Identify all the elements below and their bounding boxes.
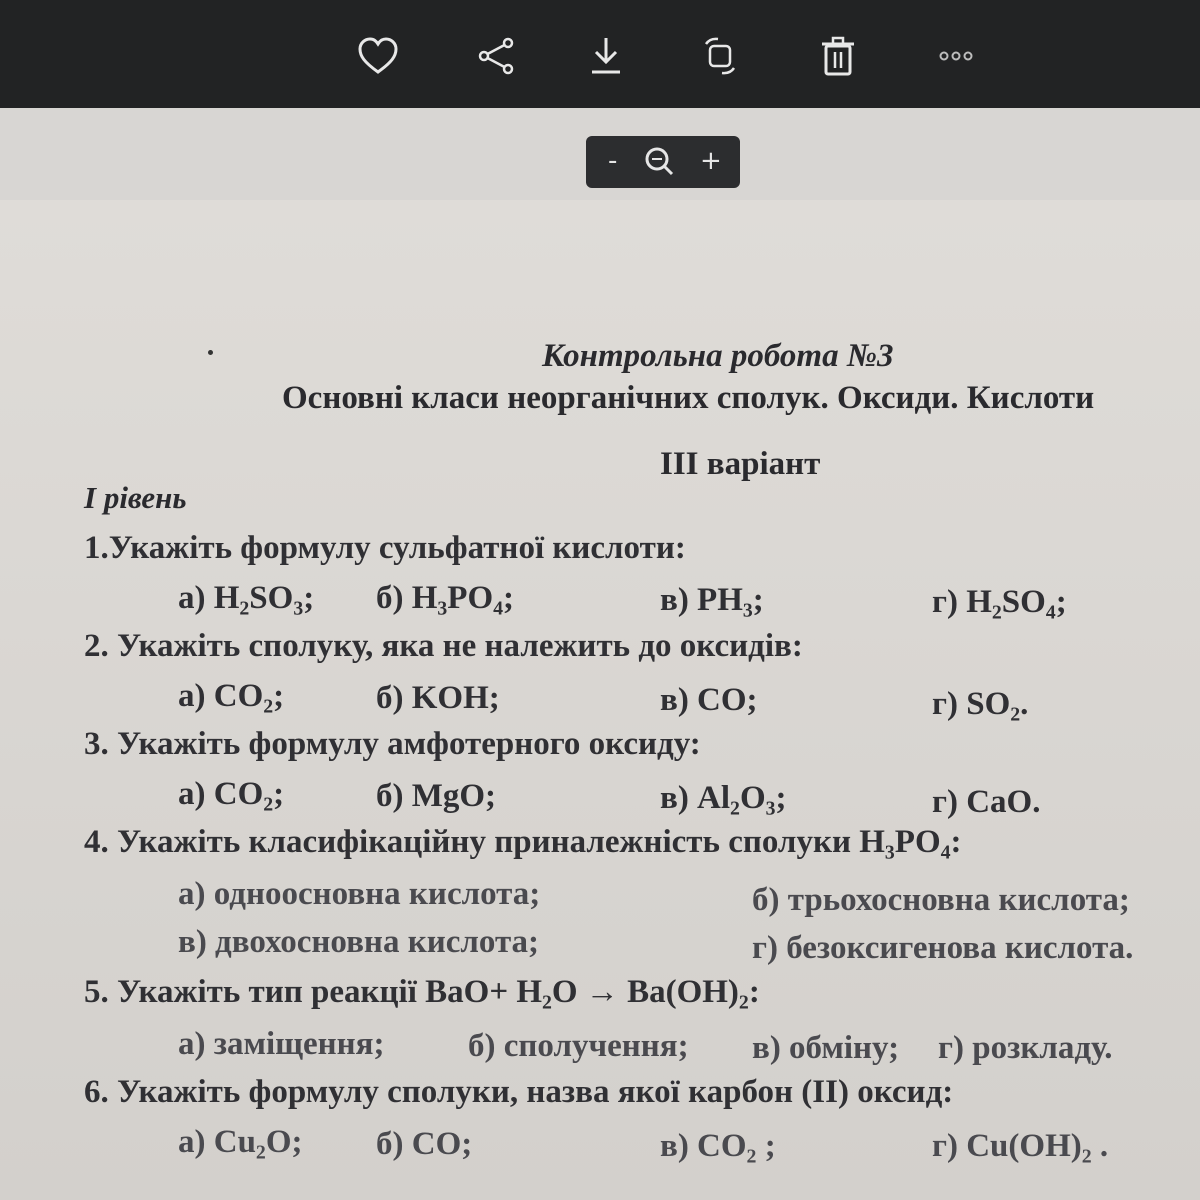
q6-option-b: б) CO; xyxy=(376,1126,473,1162)
q6-option-a: а) Cu₂O; xyxy=(178,1124,303,1160)
download-icon[interactable] xyxy=(580,30,632,82)
q1-option-b: б) H₃PO₄; xyxy=(376,580,515,616)
q2-option-b: б) KOH; xyxy=(376,680,500,716)
q3-option-d: г) CaO. xyxy=(932,784,1041,820)
page-mark xyxy=(208,350,213,355)
doc-level: I рівень xyxy=(84,480,187,515)
question-3: 3. Укажіть формулу амфотерного оксиду: xyxy=(84,726,701,762)
q2-option-c: в) CO; xyxy=(660,682,758,718)
share-icon[interactable] xyxy=(470,30,522,82)
q1-option-c: в) PH₃; xyxy=(660,582,764,618)
zoom-in-button[interactable]: + xyxy=(700,146,722,176)
q5-option-b: б) сполучення; xyxy=(468,1028,689,1064)
q3-option-b: б) MgO; xyxy=(376,778,497,814)
zoom-out-button[interactable]: - xyxy=(608,146,618,176)
q2-option-a: а) CO₂; xyxy=(178,678,285,714)
q6-option-c: в) CO₂ ; xyxy=(660,1128,776,1164)
q1-option-a: а) H₂SO₃; xyxy=(178,580,315,616)
document-page xyxy=(0,200,1200,1200)
q4-option-c: в) двохосновна кислота; xyxy=(178,924,540,960)
doc-title: Контрольна робота №3 xyxy=(542,338,894,374)
doc-subtitle: Основні класи неорганічних сполук. Оксиди. Кислоти xyxy=(282,380,1095,416)
rotate-icon[interactable] xyxy=(694,30,746,82)
q5-option-d: г) розкладу. xyxy=(938,1030,1113,1066)
q4-option-d: г) безоксигенова кислота. xyxy=(752,930,1134,966)
trash-icon[interactable] xyxy=(812,30,864,82)
doc-variant: III варіант xyxy=(660,446,821,482)
question-6: 6. Укажіть формулу сполуки, назва якої карбон (II) оксид: xyxy=(84,1074,954,1110)
question-5: 5. Укажіть тип реакції BaO+ H₂O → Ba(OH)₂: xyxy=(84,974,760,1010)
photo-toolbar xyxy=(0,0,1200,108)
q5-option-c: в) обміну; xyxy=(752,1030,900,1066)
heart-icon[interactable] xyxy=(352,30,404,82)
q6-option-d: г) Cu(OH)₂ . xyxy=(932,1128,1109,1164)
q3-option-c: в) Al₂O₃; xyxy=(660,780,787,816)
magnifier-icon xyxy=(640,144,680,180)
question-4: 4. Укажіть класифікаційну приналежність сполуки H₃PO₄: xyxy=(84,824,962,860)
question-2: 2. Укажіть сполуку, яка не належить до оксидів: xyxy=(84,628,803,664)
q1-option-d: г) H₂SO₄; xyxy=(932,584,1067,620)
q2-option-d: г) SO₂. xyxy=(932,686,1029,722)
zoom-control xyxy=(586,136,740,188)
q4-option-a: а) одноосновна кислота; xyxy=(178,876,541,912)
q5-option-a: а) заміщення; xyxy=(178,1026,385,1062)
q3-option-a: а) CO₂; xyxy=(178,776,285,812)
question-1: 1.Укажіть формулу сульфатної кислоти: xyxy=(84,530,686,566)
more-icon[interactable] xyxy=(930,30,982,82)
q4-option-b: б) трьохосновна кислота; xyxy=(752,882,1130,918)
